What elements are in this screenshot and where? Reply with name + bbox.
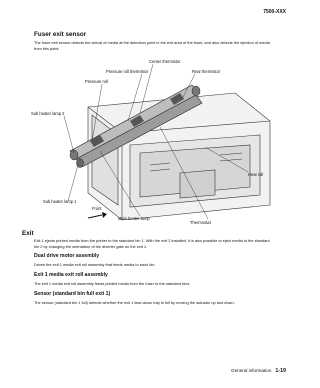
front-arrow-icon xyxy=(88,212,107,218)
section-heading-exit: Exit xyxy=(22,230,34,237)
sensor-standard-bin-full-description: The sensor (standard bin 1 full) detects whether the exit 1 face-down tray is full by moving the actuator up and down. xyxy=(34,300,235,305)
exit-description: Exit 1 ejects printed media from the printer to the standard bin 1. With the exit 2 installed, it is also possible to eject media to the standard bin 2 by changing the orientation of the diverter gate on the exit 1. xyxy=(34,238,270,249)
label-thermostat: Thermostat xyxy=(190,220,211,225)
footer-section-title: General information xyxy=(231,368,272,373)
label-heat-roll: Heat roll xyxy=(248,172,264,177)
subheading-dual-drive-motor: Dual drive motor assembly xyxy=(34,253,100,259)
model-number: 7500-XXX xyxy=(263,9,286,15)
label-sub-heater-lamp-1: Sub heater lamp 1 xyxy=(43,199,77,204)
subheading-exit1-media-exit-roll: Exit 1 media exit roll assembly xyxy=(34,272,108,278)
section-heading-fuser-exit-sensor: Fuser exit sensor xyxy=(34,31,87,38)
label-pressure-roll: Pressure roll xyxy=(85,79,108,84)
fuser-exit-sensor-description: The fuser exit sensor detects the arrival of media at the detection point in the exit area of the fuser, and also detects the ejection of media from this point. xyxy=(34,40,270,51)
page-footer xyxy=(231,368,286,374)
label-front: Front xyxy=(92,206,102,211)
label-center-thermistor: Center thermistor xyxy=(149,59,181,64)
label-sub-heater-lamp-2: Sub heater lamp 2 xyxy=(31,111,65,116)
page-number: 1-19 xyxy=(275,368,286,374)
fuser-assembly-diagram xyxy=(30,55,280,225)
dual-drive-motor-description: Drives the exit 1 media exit roll assembly that feeds media to each bin. xyxy=(34,262,156,267)
label-rear-thermistor: Rear thermistor xyxy=(192,69,221,74)
label-main-heater-lamp: Main heater lamp xyxy=(118,216,150,221)
exit1-media-exit-roll-description: The exit 1 media exit roll assembly feeds printed media from the fuser to the standard bins. xyxy=(34,281,191,286)
subheading-sensor-standard-bin-full: Sensor (standard bin full exit 1) xyxy=(34,291,111,297)
label-pressure-roll-thermistor: Pressure roll thermistor xyxy=(106,69,149,74)
